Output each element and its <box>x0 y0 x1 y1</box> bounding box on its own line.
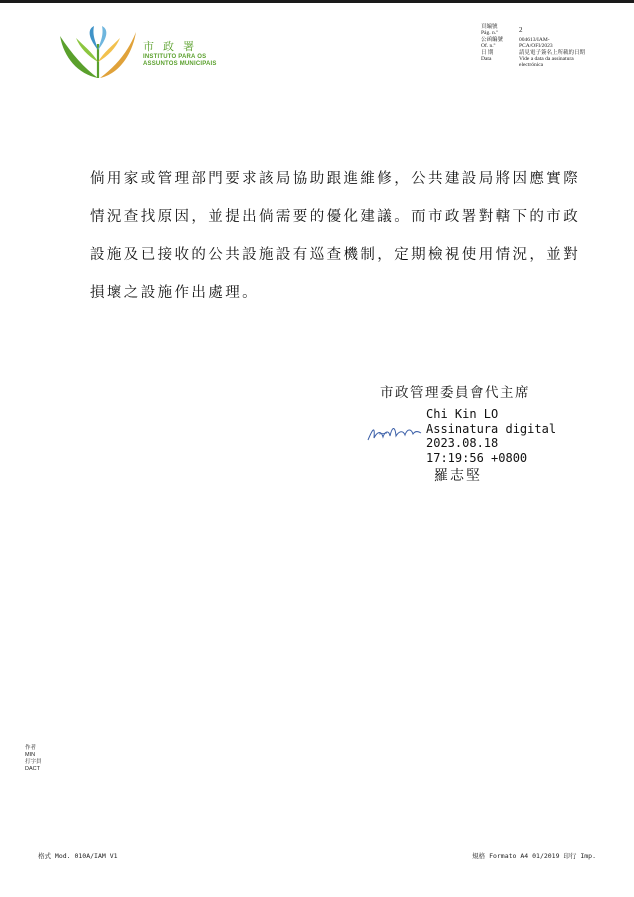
author-block <box>25 745 42 773</box>
page-label: 頁編號 Pág. n.º <box>481 24 498 37</box>
org-name-zh: 市 政 署 <box>143 41 198 53</box>
top-border-line <box>0 0 634 3</box>
org-name-pt-1: INSTITUTO PARA OS <box>143 54 207 60</box>
signature-date: 2023.08.18 <box>426 436 499 450</box>
typist-label-pt: DACT <box>25 766 40 772</box>
footer-format: 規格 Formato A4 01/2019 印行 Imp. <box>472 852 596 860</box>
org-name-pt-2: ASSUNTOS MUNICIPAIS <box>143 61 217 67</box>
date-value: 請見電子簽名上所載的日期 Vide a data da assinatura electrónica <box>519 49 586 69</box>
signer-title: 市政管理委員會代主席 <box>380 385 530 401</box>
office-label: 公函編號 Of. n.º <box>481 36 504 50</box>
signature-label: Assinatura digital <box>426 421 557 436</box>
logo-wordmark <box>143 38 217 68</box>
office-value: 004613/IAM-PCA/OFI/2023 <box>519 36 553 50</box>
reference-block <box>481 24 599 69</box>
signer-name-latin: Chi Kin LO <box>426 407 499 421</box>
author-label-pt: MIN <box>25 752 36 758</box>
digital-signature-block <box>426 407 556 465</box>
letter-body: 倘用家或管理部門要求該局協助跟進維修，公共建設局將因應實際情況查找原因，並提出倘需要的優化建議。而市政署對轄下的市政設施及已接收的公共設施設有巡查機制，定期檢視使用情況，並對損壞之設施作出處理。 <box>90 171 581 301</box>
signature-time: 17:19:56 +0800 <box>426 450 528 465</box>
author-label-zh: 作者 <box>25 745 37 751</box>
handwritten-signature-icon <box>365 422 423 444</box>
date-label: 日 期 Data <box>481 49 494 63</box>
typist-label-zh: 打字員 <box>25 759 42 765</box>
signer-name-zh: 羅志堅 <box>434 468 482 484</box>
page-value: 2 <box>519 26 523 34</box>
footer-form-code: 格式 Mod. 010A/IAM V1 <box>38 852 118 860</box>
